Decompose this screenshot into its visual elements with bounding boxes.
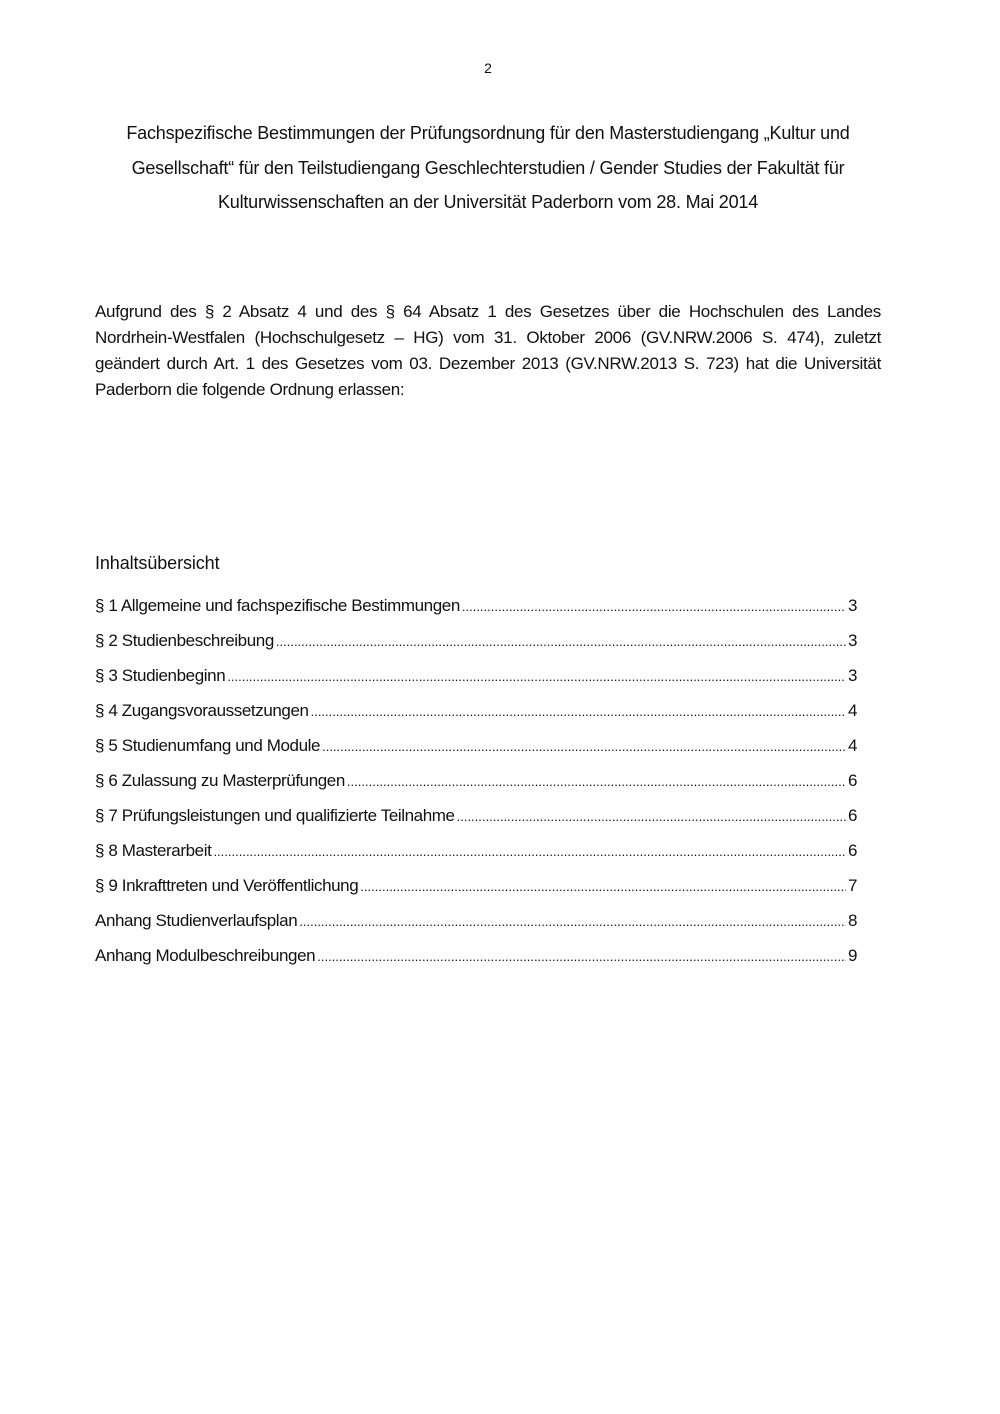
document-title: Fachspezifische Bestimmungen der Prüfungsordnung für den Masterstudiengang „Kultur und Gesellschaft“ für den Teilstudiengang Geschlechterstudien / Gender Studies der Fakultät für Kulturwissenschaften an der Universität Paderborn vom 28. Mai 2014 xyxy=(126,123,850,212)
toc-entry-7 xyxy=(95,806,857,841)
page-number: 2 xyxy=(484,60,492,76)
toc-entry-8 xyxy=(95,841,857,876)
dot-leader xyxy=(276,634,846,649)
toc-entry-label: § 4 Zugangsvoraussetzungen xyxy=(95,701,309,720)
dot-leader xyxy=(299,914,846,929)
dot-leader xyxy=(360,879,846,894)
toc-entry-label: § 1 Allgemeine und fachspezifische Bestimmungen xyxy=(95,596,460,615)
toc-entry-5 xyxy=(95,736,857,771)
dot-leader xyxy=(322,739,846,754)
dot-leader xyxy=(457,809,846,824)
toc-entry-label: § 2 Studienbeschreibung xyxy=(95,631,274,650)
toc-entry-page: 6 xyxy=(847,841,857,860)
toc-entry-page: 9 xyxy=(847,946,857,965)
toc-entry-4 xyxy=(95,701,857,736)
toc-entry-page: 6 xyxy=(847,771,857,790)
dot-leader xyxy=(317,949,846,964)
toc-entry-3 xyxy=(95,666,857,701)
dot-leader xyxy=(311,704,846,719)
toc-entry-label: Anhang Studienverlaufsplan xyxy=(95,911,298,930)
toc-entry-11 xyxy=(95,946,857,981)
toc-entry-page: 8 xyxy=(847,911,857,930)
toc-entry-2 xyxy=(95,631,857,666)
dot-leader xyxy=(227,669,846,684)
toc-entry-10 xyxy=(95,911,857,946)
toc-entry-label: § 7 Prüfungsleistungen und qualifizierte Teilnahme xyxy=(95,806,455,825)
toc-entry-label: § 8 Masterarbeit xyxy=(95,841,212,860)
toc-entry-label: § 5 Studienumfang und Module xyxy=(95,736,321,755)
toc-entry-label: § 9 Inkrafttreten und Veröffentlichung xyxy=(95,876,359,895)
toc-entry-page: 6 xyxy=(847,806,857,825)
toc-entry-9 xyxy=(95,876,857,911)
dot-leader xyxy=(213,844,846,859)
toc-entry-page: 3 xyxy=(847,631,857,650)
dot-leader xyxy=(462,599,846,614)
toc-entry-6 xyxy=(95,771,857,806)
toc-heading: Inhaltsübersicht xyxy=(95,553,220,573)
toc-entry-page: 3 xyxy=(847,666,857,685)
toc-entry-label: Anhang Modulbeschreibungen xyxy=(95,946,316,965)
toc-entry-page: 4 xyxy=(847,701,857,720)
toc-entry-page: 7 xyxy=(847,876,857,895)
toc-entry-1 xyxy=(95,596,857,631)
toc-entry-label: § 3 Studienbeginn xyxy=(95,666,226,685)
table-of-contents xyxy=(95,596,857,981)
toc-entry-page: 3 xyxy=(847,596,857,615)
toc-entry-page: 4 xyxy=(847,736,857,755)
dot-leader xyxy=(347,774,846,789)
preamble-paragraph: Aufgrund des § 2 Absatz 4 und des § 64 Absatz 1 des Gesetzes über die Hochschulen des Landes Nordrhein-Westfalen (Hochschulgesetz – HG) vom 31. Oktober 2006 (GV.NRW.2006 S. 474), zuletzt geändert durch Art. 1 des Gesetzes vom 03. Dezember 2013 (GV.NRW.2013 S. 723) hat die Universität Paderborn die folgende Ordnung erlassen: xyxy=(95,302,881,399)
toc-entry-label: § 6 Zulassung zu Masterprüfungen xyxy=(95,771,345,790)
